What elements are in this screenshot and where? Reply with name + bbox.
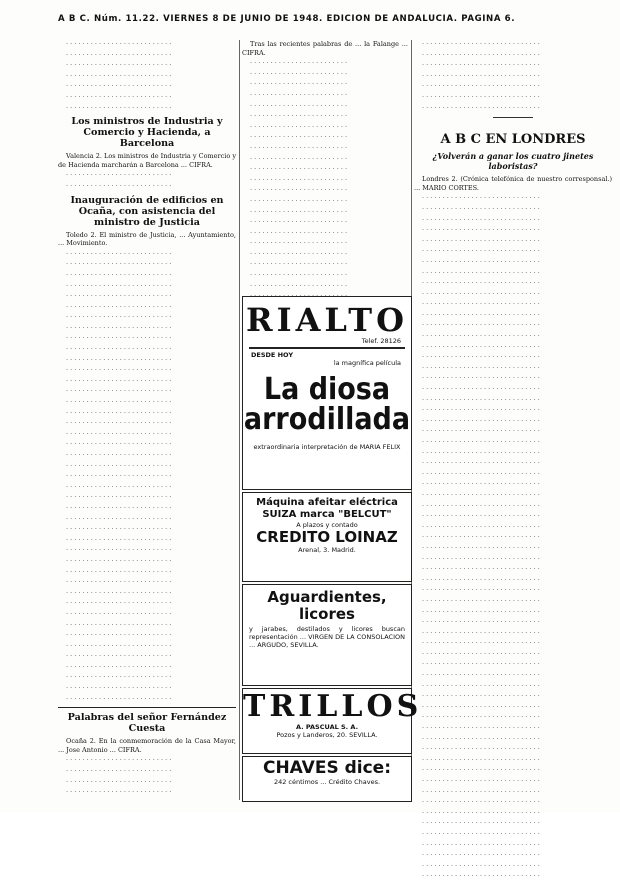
text-block: · · · · · · · · · · · · · · · · · · · · · · · · · · · · · — [422, 92, 540, 101]
text-block: · · · · · · · · · · · · · · · · · · · · · · · · · · · · · — [422, 103, 540, 112]
text-block: · · · · · · · · · · · · · · · · · · · · · · · · · · — [66, 546, 172, 555]
text-block: · · · · · · · · · · · · · · · · · · · · · · · · · · · · · — [422, 660, 540, 669]
text-block: · · · · · · · · · · · · · · · · · · · · · · · · · · — [66, 302, 172, 311]
text-block: · · · · · · · · · · · · · · · · · · · · · · · · · · — [66, 535, 172, 544]
divider — [249, 347, 405, 349]
text-block: · · · · · · · · · · · · · · · · · · · · · · · · · · · · · — [422, 692, 540, 701]
text-block: · · · · · · · · · · · · · · · · · · · · · · · · · · · · · — [422, 554, 540, 563]
text-block: · · · · · · · · · · · · · · · · · · · · · · · · · · — [66, 451, 172, 459]
text-block: · · · · · · · · · · · · · · · · · · · · · · · · · · · · · — [422, 522, 540, 531]
text-block: · · · · · · · · · · · · · · · · · · · · · · · · — [250, 249, 348, 258]
text-block: · · · · · · · · · · · · · · · · · · · · · · · · · · — [66, 756, 172, 765]
ad-text: extraordinaria interpretación de MARIA FELIX — [253, 443, 401, 451]
text-block: · · · · · · · · · · · · · · · · · · · · · · · · · · · · · — [422, 766, 540, 775]
text-block: · · · · · · · · · · · · · · · · · · · · · · · · · · — [66, 40, 172, 48]
article-body: Londres 2. (Crónica telefónica de nuestro corresponsal.) ... MARIO CORTES. — [414, 175, 612, 192]
text-block: · · · · · · · · · · · · · · · · · · · · · · · · · · · · · — [422, 745, 540, 754]
text-block: · · · · · · · · · · · · · · · · · · · · · · · · — [250, 218, 348, 227]
text-block: · · · · · · · · · · · · · · · · · · · · · · · · · · · · · — [422, 565, 540, 574]
text-block: · · · · · · · · · · · · · · · · · · · · · · · · · · · · · — [422, 226, 540, 235]
text-block: · · · · · · · · · · · · · · · · · · · · · · · · · · — [66, 588, 172, 597]
divider — [58, 707, 236, 708]
text-block: · · · · · · · · · · · · · · · · · · · · · · · · · · — [66, 270, 172, 279]
text-block: · · · · · · · · · · · · · · · · · · · · · · · · — [250, 80, 348, 89]
ad-subtitle: SUIZA marca "BELCUT" — [262, 509, 392, 520]
text-block: · · · · · · · · · · · · · · · · · · · · · · · · · · · · · — [422, 829, 540, 838]
article-body: Valencia 2. Los ministros de Industria y Comercio y de Hacienda marcharán a Barcelona ... CIFRA. — [58, 152, 236, 169]
text-block: · · · · · · · · · · · · · · · · · · · · · · · · — [250, 59, 348, 68]
ad-brand: CREDITO LOINAZ — [256, 528, 398, 546]
text-block: · · · · · · · · · · · · · · · · · · · · · · · · · · — [66, 398, 172, 407]
ad-title: TRILLOS — [243, 689, 423, 724]
text-block: · · · · · · · · · · · · · · · · · · · · · · · · · · · · · — [422, 395, 540, 404]
text-block: · · · · · · · · · · · · · · · · · · · · · · · · · · · · · — [422, 628, 540, 637]
text-block: · · · · · · · · · · · · · · · · · · · · · · · · · · · · · — [422, 777, 540, 785]
article-body: Tras las recientes palabras de ... la Falange ... CIFRA. — [242, 40, 408, 57]
text-block: · · · · · · · · · · · · · · · · · · · · · · · · · · · · · — [422, 236, 540, 245]
text-block: · · · · · · · · · · · · · · · · · · · · · · · · · · — [66, 641, 172, 650]
maquina-ad — [242, 492, 412, 582]
text-block: · · · · · · · · · · · · · · · · · · · · · · · · · · · · · — [422, 289, 540, 298]
text-block: · · · · · · · · · · · · · · · · · · · · · · · · · · · · · — [422, 575, 540, 584]
text-block: · · · · · · · · · · · · · · · · · · · · · · · · · · — [66, 181, 172, 190]
text-block: · · · · · · · · · · · · · · · · · · · · · · · · · · · · · — [422, 713, 540, 722]
article-headline: Inauguración de edificios en Ocaña, con asistencia del ministro de Justicia — [70, 194, 224, 228]
text-block: · · · · · · · · · · · · · · · · · · · · · · · · — [250, 228, 348, 237]
text-block: · · · · · · · · · · · · · · · · · · · · · · · · · · · · · — [422, 480, 540, 489]
text-block: · · · · · · · · · · · · · · · · · · · · · · · · · · · · · — [422, 310, 540, 319]
page-header: A B C. Núm. 11.22. VIERNES 8 DE JUNIO DE 1948. EDICION DE ANDALUCIA. PAGINA 6. — [58, 14, 516, 24]
ad-title: Máquina afeitar eléctrica — [256, 497, 398, 508]
text-block: · · · · · · · · · · · · · · · · · · · · · · · · · · · · · — [422, 268, 540, 277]
ad-title: Aguardientes, licores — [267, 588, 387, 623]
text-block: · · · · · · · · · · · · · · · · · · · · · · · · · · · · · — [422, 543, 540, 552]
chaves-ad — [242, 756, 412, 802]
text-block: · · · · · · · · · · · · · · · · · · · · · · · · · · · · · — [422, 724, 540, 733]
ad-text: A plazos y contado — [296, 521, 358, 529]
text-block: · · · · · · · · · · · · · · · · · · · · · · · · · · — [66, 472, 172, 481]
text-block: · · · · · · · · · · · · · · · · · · · · · · · · · · · · · — [422, 215, 540, 224]
text-block: · · · · · · · · · · · · · · · · · · · · · · · · — [250, 122, 348, 131]
text-block: · · · · · · · · · · · · · · · · · · · · · · · · · · — [66, 71, 172, 80]
article-body: Toledo 2. El ministro de Justicia, ... Ayuntamiento, ... Movimiento. — [58, 230, 236, 248]
text-block: · · · · · · · · · · · · · · · · · · · · · · · · — [250, 154, 348, 163]
text-block: · · · · · · · · · · · · · · · · · · · · · · · · — [250, 196, 348, 205]
text-block: · · · · · · · · · · · · · · · · · · · · · · · · · · — [66, 631, 172, 640]
column-left — [58, 40, 236, 802]
text-block: · · · · · · · · · · · · · · · · · · · · · · · · · · — [66, 61, 172, 70]
text-block: · · · · · · · · · · · · · · · · · · · · · · · · · · — [66, 387, 172, 396]
text-block: · · · · · · · · · · · · · · · · · · · · · · · · · · · · · — [422, 342, 540, 351]
text-block: · · · · · · · · · · · · · · · · · · · · · · · · · · — [66, 292, 172, 301]
trillos-ad — [242, 688, 423, 754]
text-block: · · · · · · · · · · · · · · · · · · · · · · · · — [250, 260, 348, 269]
text-block: · · · · · · · · · · · · · · · · · · · · · · · · · · — [66, 482, 172, 491]
text-block: · · · · · · · · · · · · · · · · · · · · · · · · · · · · · — [422, 321, 540, 330]
ad-title: RIALTO — [246, 301, 408, 339]
text-block: · · · · · · · · · · · · · · · · · · · · · · · · · · · · · — [422, 194, 540, 203]
text-block: · · · · · · · · · · · · · · · · · · · · · · · · · · — [66, 82, 172, 91]
text-block: · · · · · · · · · · · · · · · · · · · · · · · · — [250, 133, 348, 142]
text-block: · · · · · · · · · · · · · · · · · · · · · · · · · · — [66, 419, 172, 428]
text-block: · · · · · · · · · · · · · · · · · · · · · · · · · · · · · — [422, 279, 540, 288]
text-block: · · · · · · · · · · · · · · · · · · · · · · · · · · · · · — [422, 639, 540, 648]
ad-company: A. PASCUAL S. A. — [295, 723, 359, 731]
text-block: · · · · · · · · · · · · · · · · · · · · · · · · · · — [66, 323, 172, 332]
text-block: · · · · · · · · · · · · · · · · · · · · · · · · · · · · · — [422, 851, 540, 860]
ad-address: Pozos y Landeros, 20. SEVILLA. — [276, 731, 378, 739]
text-block: · · · · · · · · · · · · · · · · · · · · · · · · · · · · · — [422, 840, 540, 849]
text-block: · · · · · · · · · · · · · · · · · · · · · · · · · · — [66, 355, 172, 364]
text-block: · · · · · · · · · · · · · · · · · · · · · · · · · · — [66, 376, 172, 385]
text-block: · · · · · · · · · · · · · · · · · · · · · · · · · · — [66, 249, 172, 258]
text-block: · · · · · · · · · · · · · · · · · · · · · · · · · · · · · — [422, 406, 540, 415]
text-block: · · · · · · · · · · · · · · · · · · · · · · · · · · · · · — [422, 798, 540, 807]
advertisements — [242, 296, 423, 806]
ad-text: la magnífica película — [333, 359, 401, 367]
text-block: · · · · · · · · · · · · · · · · · · · · · · · · · · — [66, 440, 172, 449]
text-block: · · · · · · · · · · · · · · · · · · · · · · · · · · — [66, 503, 172, 512]
rialto-ad — [242, 296, 412, 490]
text-block: · · · · · · · · · · · · · · · · · · · · · · · · · · · · · — [422, 416, 540, 425]
text-block: · · · · · · · · · · · · · · · · · · · · · · · · · · — [66, 525, 172, 534]
text-block: · · · · · · · · · · · · · · · · · · · · · · · · · · — [66, 578, 172, 587]
text-block: · · · · · · · · · · · · · · · · · · · · · · · · · · — [66, 694, 172, 703]
text-block: · · · · · · · · · · · · · · · · · · · · · · · · · · — [66, 767, 172, 776]
text-block: · · · · · · · · · · · · · · · · · · · · · · · · · · · · · — [422, 861, 540, 870]
text-block: · · · · · · · · · · · · · · · · · · · · · · · · · · · · · — [422, 649, 540, 658]
text-block: · · · · · · · · · · · · · · · · · · · · · · · · · · — [66, 50, 172, 59]
text-block: · · · · · · · · · · · · · · · · · · · · · · · · · · — [66, 662, 172, 671]
text-block: · · · · · · · · · · · · · · · · · · · · · · · · · · — [66, 345, 172, 354]
text-block: · · · · · · · · · · · · · · · · · · · · · · · · · · — [66, 408, 172, 417]
text-block: · · · · · · · · · · · · · · · · · · · · · · · · · · — [66, 556, 172, 565]
text-block: · · · · · · · · · · · · · · · · · · · · · · · · · · — [66, 260, 172, 269]
text-block: · · · · · · · · · · · · · · · · · · · · · · · · — [250, 101, 348, 110]
text-block: · · · · · · · · · · · · · · · · · · · · · · · · · · · · · — [422, 385, 540, 394]
film-title: La diosa arrodillada — [243, 372, 411, 437]
text-block: · · · · · · · · · · · · · · · · · · · · · · · · · · · · · — [422, 618, 540, 627]
text-block: · · · · · · · · · · · · · · · · · · · · · · · · — [250, 112, 348, 121]
text-block: · · · · · · · · · · · · · · · · · · · · · · · · · · — [66, 313, 172, 322]
text-block: · · · · · · · · · · · · · · · · · · · · · · · · · · · · · — [422, 512, 540, 521]
text-block: · · · · · · · · · · · · · · · · · · · · · · · · · · · · · — [422, 734, 540, 743]
aguardientes-ad — [242, 584, 412, 686]
text-block: · · · · · · · · · · · · · · · · · · · · · · · · · · · · · — [422, 681, 540, 690]
text-block: · · · · · · · · · · · · · · · · · · · · · · · · · · · · · — [422, 808, 540, 817]
text-block: · · · · · · · · · · · · · · · · · · · · · · · · · · · · · — [422, 787, 540, 796]
text-block: · · · · · · · · · · · · · · · · · · · · · · · · · · — [66, 788, 172, 797]
text-block: · · · · · · · · · · · · · · · · · · · · · · · · · · — [66, 366, 172, 375]
text-block: · · · · · · · · · · · · · · · · · · · · · · · · · · · · · — [422, 533, 540, 542]
column-right — [414, 40, 612, 881]
text-block: · · · · · · · · · · · · · · · · · · · · · · · · · · — [66, 684, 172, 693]
text-block: · · · · · · · · · · · · · · · · · · · · · · · · · · · · · — [422, 40, 540, 48]
text-block: · · · · · · · · · · · · · · · · · · · · · · · · · · · · · — [422, 257, 540, 266]
ad-title: CHAVES dice: — [262, 758, 392, 778]
text-block: · · · · · · · · · · · · · · · · · · · · · · · · · · · · · — [422, 374, 540, 383]
text-block: · · · · · · · · · · · · · · · · · · · · · · · · · · · · · — [422, 204, 540, 213]
text-block: · · · · · · · · · · · · · · · · · · · · · · · · · · · · · — [422, 872, 540, 881]
text-block: · · · · · · · · · · · · · · · · · · · · · · · · — [250, 271, 348, 280]
text-block: · · · · · · · · · · · · · · · · · · · · · · · · · · — [66, 652, 172, 661]
article-body: Ocaña 2. En la conmemoración de la Casa Mayor, ... Jose Antonio ... CIFRA. — [58, 737, 236, 754]
text-block: · · · · · · · · · · · · · · · · · · · · · · · · · · · · · — [422, 363, 540, 372]
text-block: · · · · · · · · · · · · · · · · · · · · · · · · · · · · · — [422, 332, 540, 341]
text-block: · · · · · · · · · · · · · · · · · · · · · · · · · · — [66, 514, 172, 523]
text-block: · · · · · · · · · · · · · · · · · · · · · · · · · · · · · — [422, 61, 540, 70]
column-rule — [239, 40, 240, 800]
text-block: · · · · · · · · · · · · · · · · · · · · · · · · · · — [66, 461, 172, 470]
text-block: · · · · · · · · · · · · · · · · · · · · · · · · · · · · · — [422, 448, 540, 457]
text-block: · · · · · · · · · · · · · · · · · · · · · · · · · · · · · — [422, 819, 540, 828]
text-block: · · · · · · · · · · · · · · · · · · · · · · · · · · · · · — [422, 469, 540, 478]
text-block: · · · · · · · · · · · · · · · · · · · · · · · · · · — [66, 281, 172, 290]
text-block: · · · · · · · · · · · · · · · · · · · · · · · · · · — [66, 599, 172, 608]
text-block: · · · · · · · · · · · · · · · · · · · · · · · · · · — [66, 103, 172, 112]
ad-text: y jarabes, destilados y licores buscan representación ... VIRGEN DE LA CONSOLACION ... ARGUDO, SEVILLA. — [249, 625, 405, 649]
text-block: · · · · · · · · · · · · · · · · · · · · · · · · · · · · · — [422, 459, 540, 468]
text-block: · · · · · · · · · · · · · · · · · · · · · · · · · · — [66, 620, 172, 629]
article-subheadline: ¿Volverán a ganar los cuatro jinetes laboristas? — [432, 151, 594, 172]
ad-address: Arenal, 3. Madrid. — [298, 546, 356, 554]
text-block: · · · · · · · · · · · · · · · · · · · · · · · · · · — [66, 171, 172, 180]
text-block: · · · · · · · · · · · · · · · · · · · · · · · · · · · · · — [422, 490, 540, 499]
text-block: · · · · · · · · · · · · · · · · · · · · · · · · · · — [66, 92, 172, 101]
text-block: · · · · · · · · · · · · · · · · · · · · · · · · · · — [66, 493, 172, 502]
text-block: · · · · · · · · · · · · · · · · · · · · · · · · · · · · · — [422, 353, 540, 362]
text-block: · · · · · · · · · · · · · · · · · · · · · · · · · · · · · — [422, 607, 540, 616]
column-middle — [242, 40, 408, 292]
text-block: · · · · · · · · · · · · · · · · · · · · · · · · — [250, 143, 348, 152]
divider — [493, 117, 533, 118]
article-headline: Palabras del señor Fernández Cuesta — [67, 712, 227, 735]
text-block: · · · · · · · · · · · · · · · · · · · · · · · · · · — [66, 429, 172, 438]
text-block: · · · · · · · · · · · · · · · · · · · · · · · · — [250, 239, 348, 248]
text-block: · · · · · · · · · · · · · · · · · · · · · · · · · · — [66, 567, 172, 576]
ad-phone: Telef. 28126 — [361, 337, 401, 345]
section-headline: A B C EN LONDRES — [440, 132, 586, 148]
text-block: · · · · · · · · · · · · · · · · · · · · · · · · — [250, 207, 348, 216]
text-block: · · · · · · · · · · · · · · · · · · · · · · · · · · · · · — [422, 596, 540, 605]
text-block: · · · · · · · · · · · · · · · · · · · · · · · · — [250, 90, 348, 99]
text-block: · · · · · · · · · · · · · · · · · · · · · · · · — [250, 281, 348, 290]
text-block: · · · · · · · · · · · · · · · · · · · · · · · · · · — [66, 609, 172, 618]
text-block: · · · · · · · · · · · · · · · · · · · · · · · · · · · · · — [422, 50, 540, 59]
text-block: · · · · · · · · · · · · · · · · · · · · · · · · — [250, 175, 348, 184]
text-block: · · · · · · · · · · · · · · · · · · · · · · · · · · · · · — [422, 755, 540, 764]
ad-text: 242 céntimos ... Crédito Chaves. — [273, 778, 381, 786]
text-block: · · · · · · · · · · · · · · · · · · · · · · · · · · · · · — [422, 427, 540, 436]
text-block: · · · · · · · · · · · · · · · · · · · · · · · · · · · · · — [422, 438, 540, 446]
text-block: · · · · · · · · · · · · · · · · · · · · · · · · · · · · · — [422, 247, 540, 256]
text-block: · · · · · · · · · · · · · · · · · · · · · · · · — [250, 186, 348, 195]
text-block: · · · · · · · · · · · · · · · · · · · · · · · · · · · · · — [422, 300, 540, 309]
text-block: · · · · · · · · · · · · · · · · · · · · · · · · · · · · · — [422, 702, 540, 711]
ad-date: DESDE HOY — [251, 351, 294, 359]
text-block: · · · · · · · · · · · · · · · · · · · · · · · · · · · · · — [422, 671, 540, 680]
text-block: · · · · · · · · · · · · · · · · · · · · · · · · — [250, 69, 348, 78]
text-block: · · · · · · · · · · · · · · · · · · · · · · · · · · — [66, 334, 172, 343]
text-block: · · · · · · · · · · · · · · · · · · · · · · · · — [250, 165, 348, 174]
text-block: · · · · · · · · · · · · · · · · · · · · · · · · · · · · · — [422, 82, 540, 91]
text-block: · · · · · · · · · · · · · · · · · · · · · · · · · · — [66, 777, 172, 786]
text-block: · · · · · · · · · · · · · · · · · · · · · · · · · · — [66, 673, 172, 682]
article-headline: Los ministros de Industria y Comercio y Hacienda, a Barcelona — [71, 116, 223, 150]
text-block: · · · · · · · · · · · · · · · · · · · · · · · · · · · · · — [422, 501, 540, 510]
text-block: · · · · · · · · · · · · · · · · · · · · · · · · · · · · · — [422, 71, 540, 80]
text-block: · · · · · · · · · · · · · · · · · · · · · · · · · · · · · — [422, 586, 540, 595]
